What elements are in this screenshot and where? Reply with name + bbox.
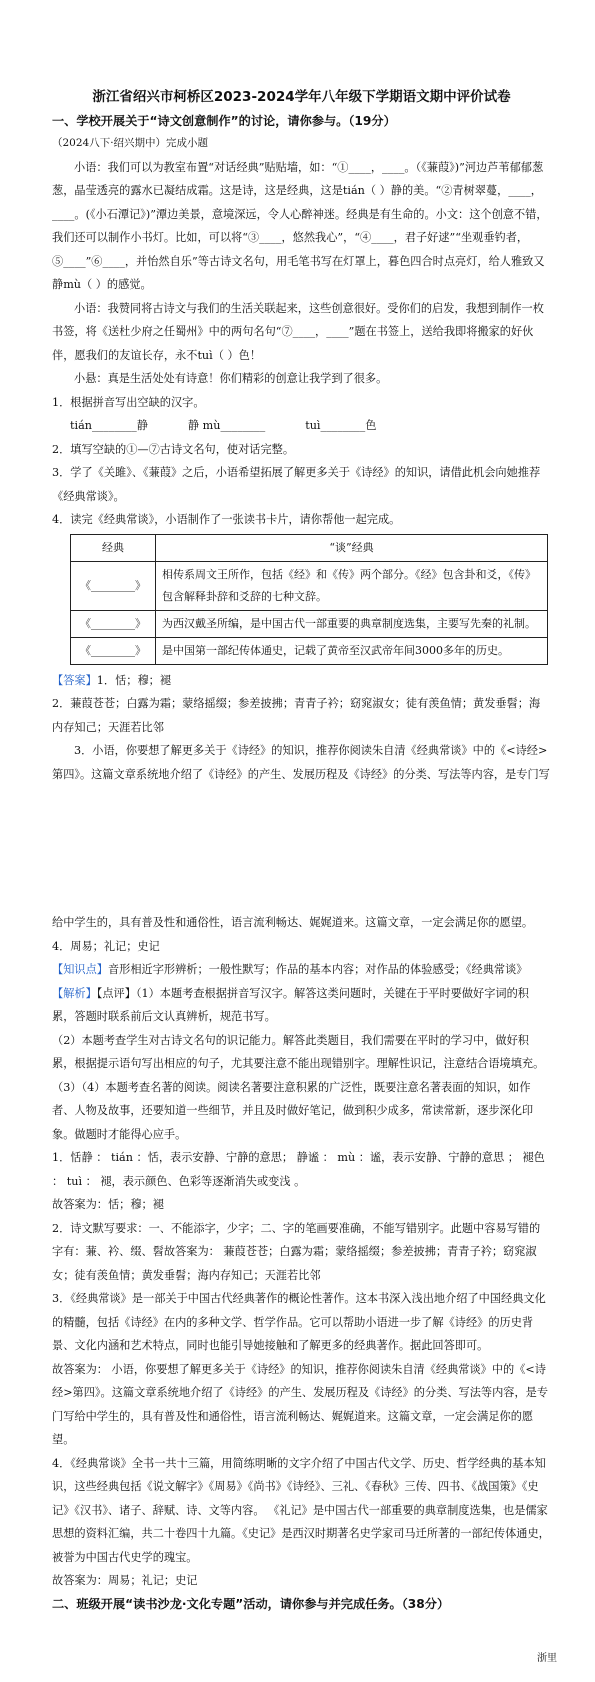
blank-gap (52, 786, 551, 911)
answer-3-part-1: 3．小语，你要想了解更多关于《诗经》的知识，推荐你阅读朱自清《经典常谈》中的《<诗经>第四》。这篇文章系统地介绍了《诗经》的产生、发展历程及《诗经》的分类、写法等内容，是专门写 (52, 744, 550, 781)
analysis-7: 3．《经典常谈》是一部关于中国古代经典著作的概论性著作。这本书深入浅出地介绍了中国经典文化的精髓，包括《诗经》在内的多种文学、哲学作品。它可以帮助小语进一步了解《诗经》的历史背景、文化内涵和艺术特点，同时也能引导她接触和了解更多的经典著作。据此回答即可。 (52, 1292, 546, 1352)
analysis-tag: 【解析】 (52, 986, 97, 1000)
table-row (71, 637, 548, 664)
table-cell-text: 相传系周文王所作，包括《经》和《传》两个部分。《经》包含卦和爻，《传》包含解释卦辞和爻辞的七种文辞。 (156, 561, 548, 610)
question-4: 4．读完《经典常谈》，小语制作了一张读书卡片，请你帮他一起完成。 (52, 513, 401, 526)
table-row (71, 561, 548, 610)
answer-tag: 【答案】 (52, 673, 97, 687)
table-header-row (71, 534, 548, 561)
answer-2: 2．蒹葭苍苍；白露为霜；蒙络摇缀；参差披拂；青青子衿；窈窕淑女；徒有羡鱼情；黄发垂髫；海内存知己；天涯若比邻 (52, 697, 541, 734)
analysis-6: 2．诗文默写要求：一、不能添字，少字；二、字的笔画要准确，不能写错别字。此题中容易写错的字有：蒹、衿、缀、髫故答案为： 蒹葭苍苍；白露为霜；蒙络摇缀；参差披拂；青青子衿；窈窕淑女；徒有羡鱼情；黄发垂髫；海内存知己；天涯若比邻 (52, 1221, 541, 1282)
analysis-8: 故答案为： 小语，你要想了解更多关于《诗经》的知识，推荐你阅读朱自清《经典常谈》中的《<诗经>第四》。这篇文章系统地介绍了《诗经》的产生、发展历程及《诗经》的分类、写法等内容，是专门写给中学生的，具有普及性和通俗性，语言流利畅达、娓娓道来。这篇文章，一定会满足你的愿望。 (52, 1362, 549, 1446)
question-2: 2．填写空缺的①—⑦古诗文名句，使对话完整。 (52, 442, 295, 456)
analysis-1: 【解析】【点评】（1）本题考查根据拼音写汉字。解答这类问题时，关键在于平时要做好字词的积累，答题时联系前后文认真辨析，规范书写。 (52, 986, 529, 1023)
analysis-2: （2）本题考查学生对古诗文名句的识记能力。解答此类题目，我们需要在平时的学习中，做好积累，根据提示语句写出相应的句子，尤其要注意不能出现错别字。理解性识记，注意结合语境填充。 (52, 1033, 545, 1070)
passage-paragraph-2: 小语：我赞同将古诗文与我们的生活关联起来，这些创意很好。受你们的启发，我想到制作一枚书签，将《送杜少府之任蜀州》中的两句名句“⑦____，____”题在书签上，送给我即将搬家的好伙伴，愿我们的友谊长存，永不tuì（ ）色！ (52, 301, 544, 362)
page-title: 浙江省绍兴市柯桥区2023-2024学年八年级下学期语文期中评价试卷 (92, 89, 511, 105)
table-cell-text: 为西汉戴圣所编，是中国古代一部重要的典章制度选集，主要写先秦的礼制。 (156, 610, 548, 637)
table-header: 经典 (71, 534, 156, 561)
answer-4: 4．周易；礼记；史记 (52, 939, 160, 953)
pinyin-fill-row (52, 414, 551, 438)
table-cell-book: 《________》 (71, 610, 156, 637)
question-source: （2024八下·绍兴期中）完成小题 (52, 137, 209, 149)
question-3: 3．学了《关雎》、《蒹葭》之后，小语希望拓展了解更多关于《诗经》的知识，请借此机会向她推荐《经典常谈》。 (52, 466, 541, 503)
passage-paragraph-1: 小语：我们可以为教室布置“对话经典”贴贴墙，如：“①____，____。（《蒹葭》)”河边芦苇郁郁葱葱，晶莹透亮的露水已凝结成霜。这是诗，这是经典，这是tián（ ）静的美。“②青树翠蔓，____，____。(《小石潭记》)”潭边美景，意境深远，令人心醉神迷。经典是有生命的。小文：这个创意不错，我们还可以制作小书灯。比如，可以将“③____，悠然我心”，“④____，君子好逑”“坐观垂钓者，⑤____”⑥____，并怡然自乐”等古诗文名句，用毛笔书写在灯罩上，暮色四合时点亮灯，给人雅致又静mù（ ）的感觉。 (52, 160, 548, 291)
knowledge-tag: 【知识点】 (52, 963, 108, 976)
table-row (71, 610, 548, 637)
answer-3-part-2: 给中学生的，具有普及性和通俗性，语言流利畅达、娓娓道来。这篇文章，一定会满足你的愿望。 (52, 916, 534, 929)
fill-blank-tian: tián________静 (70, 419, 148, 432)
table-cell-book: 《________》 (71, 637, 156, 664)
page-footer: 浙里 (537, 1652, 557, 1664)
section1-heading: 一、学校开展关于“诗文创意制作”的讨论，请你参与。（19分） (52, 114, 396, 128)
question-1: 1．根据拼音写出空缺的汉字。 (52, 395, 205, 409)
analysis-9: 4．《经典常谈》全书一共十三篇，用简练明晰的文字介绍了中国古代文学、历史、哲学经典的基本知识，这些经典包括《说文解字》《周易》《尚书》《诗经》、三礼、《春秋》三传、四书、《战国策》《史记》《汉书》、诸子、辞赋、诗、文等内容。 《礼记》是中国古代一部重要的典章制度选集，也是儒家思想的资料汇编，共二十卷四十九篇。《史记》是西汉时期著名史学家司马迁所著的一部纪传体通史，被誉为中国古代史学的瑰宝。 (52, 1456, 550, 1564)
fill-blank-mu: 静 mù________ (187, 419, 266, 432)
table-cell-book: 《________》 (71, 561, 156, 610)
table-header: “谈”经典 (156, 534, 548, 561)
analysis-4: 1．恬静 ： tián ：恬，表示安静、宁静的意思； 静谧 ： mù ：谧，表示安静、宁静的意思 ； 褪色 ： tuì ： 褪，表示颜色、色彩等逐渐消失或变浅 。 (52, 1151, 545, 1188)
answer-1: 【答案】1．恬；穆；褪 (52, 673, 172, 687)
reading-card-table (70, 534, 548, 665)
analysis-10: 故答案为：周易；礼记；史记 (52, 1574, 198, 1587)
passage-paragraph-3: 小悬：真是生活处处有诗意！你们精彩的创意让我学到了很多。 (74, 372, 388, 385)
fill-blank-tui: tuì________色 (305, 419, 377, 432)
analysis-5: 故答案为：恬；穆；褪 (52, 1198, 164, 1211)
knowledge-points: 【知识点】音形相近字形辨析；一般性默写；作品的基本内容；对作品的体验感受；《经典常谈》 (52, 963, 528, 976)
section2-heading: 二、班级开展“读书沙龙·文化专题”活动，请你参与并完成任务。（38分） (52, 1596, 450, 1611)
table-cell-text: 是中国第一部纪传体通史，记载了黄帝至汉武帝年间3000多年的历史。 (156, 637, 548, 664)
analysis-3: （3）（4）本题考查名著的阅读。阅读名著要注意积累的广泛性，既要注意名著表面的知识，如作者、人物及故事，还要知道一些细节，并且及时做好笔记，做到积少成多，常读常新，逐步深化印象。做题时才能得心应手。 (52, 1080, 534, 1141)
